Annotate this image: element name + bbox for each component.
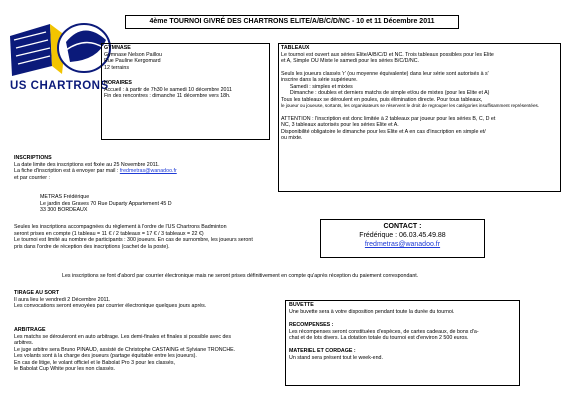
materiel-section: [289, 348, 383, 361]
tirage-section: [14, 290, 206, 310]
gymnase-line: Rue Pauline Kergomard: [104, 58, 161, 64]
contact-title: CONTACT :: [383, 223, 422, 230]
tableaux-text: Tous les tableaux se déroulent en poules, puis élimination directe. Pour tous tableaux,: [281, 96, 483, 103]
tableaux-text: et A, Simple OU Mixte le samedi pour les séries B/C/D/NC.: [281, 58, 420, 64]
inscriptions-line: La fiche d'inscription est à envoyer par mail :: [14, 168, 120, 174]
tableaux-text: inscrire dans la série supérieure.: [281, 77, 358, 83]
tableaux-heading: TABLEAUX: [281, 45, 310, 51]
address-block: [40, 194, 172, 214]
inscriptions-section: [14, 155, 177, 181]
arbitrage-line: Les matchs se dérouleront en auto arbitrage. Les demi-finales et finales si possible avec des: [14, 333, 231, 340]
recompenses-section: [289, 322, 479, 342]
inscriptions-line: et par courrier :: [14, 174, 50, 181]
recompenses-line: chat et de lots divers. La dotation totale du tournoi est d'environ 2 500 euros.: [289, 335, 469, 341]
inscriptions-email-link[interactable]: fredmetras@wanadoo.fr: [119, 168, 177, 174]
arbitrage-line: arbitres.: [14, 340, 34, 346]
inscriptions-heading: INSCRIPTIONS: [14, 155, 52, 161]
address-line: METRAS Frédérique: [40, 194, 90, 200]
title-box: [125, 15, 459, 29]
inscriptions-line: La date limite des inscriptions est fixée au 25 Novembre 2011.: [14, 161, 160, 168]
tirage-line: Il aura lieu le vendredi 2 Décembre 2011.: [14, 296, 111, 303]
gymnase-heading: GYMNASE: [104, 45, 131, 51]
contact-phone: Frédérique : 06.03.45.49.88: [359, 232, 446, 239]
address-line: Le jardin des Graves 70 Rue Duparty Appartement 45 D: [40, 200, 172, 207]
gymnase-line: 12 terrains: [104, 64, 130, 71]
arbitrage-heading: ARBITRAGE: [14, 327, 46, 333]
horaires-line: Fin des rencontres : dimanche 11 décembre vers 18h.: [104, 93, 231, 99]
payment-line: Le tournoi est limité au nombre de participants : 300 joueurs. En cas de surnombre, les joueurs seront: [14, 237, 253, 243]
arbitrage-section: [14, 327, 235, 373]
buvette-line: Une buvette sera à votre disposition pendant toute la durée du tournoi.: [289, 308, 455, 315]
tableaux-text: Le tournoi est ouvert aux séries Elite/A/B/C/D et NC. Trois tableaux possibles pour les Elite: [281, 51, 494, 58]
page-title: 4ème TOURNOI GIVRÉ DES CHARTRONS ELITE/A/B/C/D/NC - 10 et 11 Décembre 2011: [149, 18, 435, 25]
payment-section: [14, 224, 253, 250]
arbitrage-line: Les volants sont à la charge des joueurs (partage équitable entre les joueurs).: [14, 353, 197, 359]
tableaux-text: ATTENTION : l'inscription est donc limitée à 2 tableaux par joueur pour les séries B, C, D et: [281, 115, 496, 122]
logo-text: US CHARTRONS: [10, 80, 109, 92]
horaires-section: [104, 80, 232, 100]
materiel-heading: MATERIEL ET CORDAGE :: [289, 348, 356, 354]
tirage-heading: TIRAGE AU SORT: [14, 290, 60, 296]
address-line: 33 300 BORDEAUX: [40, 207, 88, 213]
arbitrage-line: le Babolat Cup White pour les non classés.: [14, 366, 115, 372]
gymnase-section: [104, 45, 162, 71]
tableaux-section: [281, 45, 539, 142]
buvette-section: [289, 302, 455, 315]
recompenses-heading: RECOMPENSES :: [289, 322, 334, 328]
payment-line: pris dans l'ordre de réception des inscriptions (cachet de la poste).: [14, 243, 170, 250]
arbitrage-line: Le juge arbitre sera Bruno PINAUD, assisté de Christophe CASTAING et Sylviane TRONCHE.: [14, 346, 236, 353]
gymnase-line: Gymnase Nelson Paillou: [104, 51, 162, 58]
tableaux-text: Disponibilité obligatoire le dimanche pour les Elite et A en cas d'inscription en simple et/: [281, 128, 486, 135]
arbitrage-line: En cas de litige, le volant officiel et le Babolat Pro 3 pour les classés,: [14, 359, 175, 366]
tableaux-text: ou mixte.: [281, 135, 303, 141]
tableaux-text: NC, 3 tableaux autorisés pour les séries Elite et A.: [281, 122, 399, 128]
contact-box: [320, 219, 485, 258]
payment-line: Seules les inscriptions accompagnées du règlement à l'ordre de l'US Chartrons Badminton: [14, 224, 227, 230]
payment-line: seront prises en compte (1 tableau = 11 € / 2 tableaux = 17 € / 3 tableaux = 22 €): [14, 230, 204, 237]
inscription-notice: Les inscriptions se font d'abord par courrier électronique mais ne seront prises définitivement en compte qu'après réception du paiement correspondant.: [62, 273, 419, 279]
tableaux-text: Dimanche : doubles et derniers matchs de simple et/ou de mixtes (pour les Elite et A): [281, 90, 490, 96]
horaires-line: Accueil : à partir de 7h30 le samedi 10 décembre 2011: [104, 86, 232, 93]
tableaux-text: le joueur ou joueuse, sortants, les organisateurs se réservent le droit de regrouper les catégories insuffisamment représentées.: [281, 103, 540, 108]
contact-email-link[interactable]: fredmetras@wanadoo.fr: [364, 241, 441, 248]
tableaux-text: Seuls les joueurs classés 'r' (ou moyenne équivalente) dans leur série sont autorisés à s': [281, 70, 489, 77]
recompenses-line: Les récompenses seront constituées d'espèces, de cartes cadeaux, de bons d'a-: [289, 328, 479, 335]
tirage-line: Les convocations seront envoyées par courrier électronique quelques jours après.: [14, 303, 207, 309]
tableaux-text: Samedi : simples et mixtes: [281, 83, 353, 90]
materiel-line: Un stand sera présent tout le week-end.: [289, 354, 383, 361]
buvette-heading: BUVETTE: [289, 302, 314, 308]
horaires-heading: HORAIRES: [104, 80, 132, 86]
